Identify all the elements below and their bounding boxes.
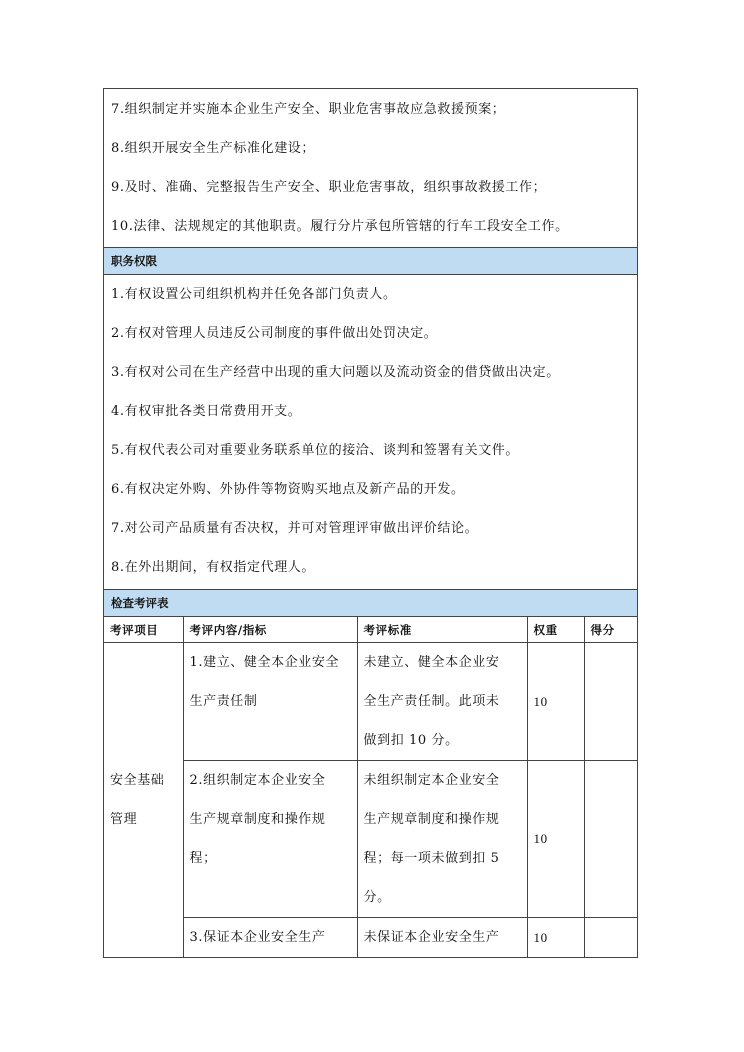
- duty-item: 9.及时、准确、完整报告生产安全、职业危害事故，组织事故救援工作；: [111, 180, 547, 195]
- assessment-table: [104, 617, 637, 958]
- header-item: 考评项目: [104, 617, 183, 643]
- content-line: 生产规章制度和操作规: [189, 812, 326, 827]
- assessment-heading: 检查考评表: [104, 589, 637, 617]
- weight-cell: 10: [527, 761, 584, 918]
- standard-line: 生产规章制度和操作规: [363, 812, 500, 827]
- authority-item: 8.在外出期间，有权指定代理人。: [111, 560, 316, 575]
- duty-item: 8.组织开展安全生产标准化建设；: [111, 141, 316, 156]
- score-cell[interactable]: [584, 918, 637, 958]
- category-cell: [104, 643, 183, 958]
- weight-cell: 10: [527, 918, 584, 958]
- standard-cell: [357, 643, 527, 761]
- content-line: 程；: [189, 851, 217, 866]
- duty-sheet: [103, 88, 638, 958]
- authority-item: 5.有权代表公司对重要业务联系单位的接洽、谈判和签署有关文件。: [111, 443, 520, 458]
- category-line: 管理: [110, 812, 138, 827]
- content-line: 1.建立、健全本企业安全: [189, 655, 340, 670]
- authority-item: 4.有权审批各类日常费用开支。: [111, 404, 302, 419]
- standard-cell: [357, 918, 527, 958]
- duty-item: 10.法律、法规规定的其他职责。履行分片承包所管辖的行车工段安全工作。: [111, 219, 569, 234]
- content-cell: [183, 643, 357, 761]
- table-row: [104, 918, 637, 958]
- header-standard: 考评标准: [357, 617, 527, 643]
- table-header-row: [104, 617, 637, 643]
- standard-line: 未组织制定本企业安全: [363, 773, 500, 788]
- weight-cell: 10: [527, 643, 584, 761]
- standard-line: 程；每一项未做到扣 5: [363, 851, 500, 866]
- standard-line: 未建立、健全本企业安: [363, 655, 500, 670]
- authority-item: 1.有权设置公司组织机构并任免各部门负责人。: [111, 287, 397, 302]
- standard-cell: [357, 761, 527, 918]
- category-line: 安全基础: [110, 773, 165, 788]
- duty-item: 7.组织制定并实施本企业生产安全、职业危害事故应急救援预案；: [111, 102, 506, 117]
- standard-line: 分。: [363, 890, 391, 905]
- content-line: 2.组织制定本企业安全: [189, 773, 326, 788]
- content-cell: [183, 761, 357, 918]
- header-score: 得分: [584, 617, 637, 643]
- content-line: 生产责任制: [189, 694, 258, 709]
- standard-line: 做到扣 10 分。: [363, 733, 459, 748]
- score-cell[interactable]: [584, 761, 637, 918]
- authority-heading: 职务权限: [104, 247, 637, 275]
- content-line: 3.保证本企业安全生产: [189, 930, 326, 945]
- duties-list: [104, 89, 637, 246]
- authority-item: 2.有权对管理人员违反公司制度的事件做出处罚决定。: [111, 326, 438, 341]
- header-content: 考评内容/指标: [183, 617, 357, 643]
- table-row: [104, 643, 637, 761]
- authority-list: [104, 275, 637, 587]
- table-row: [104, 761, 637, 918]
- header-weight: 权重: [527, 617, 584, 643]
- content-cell: [183, 918, 357, 958]
- standard-line: 未保证本企业安全生产: [363, 930, 500, 945]
- authority-item: 3.有权对公司在生产经营中出现的重大问题以及流动资金的借贷做出决定。: [111, 365, 560, 380]
- authority-item: 7.对公司产品质量有否决权，并可对管理评审做出评价结论。: [111, 521, 479, 536]
- standard-line: 全生产责任制。此项未: [363, 694, 500, 709]
- score-cell[interactable]: [584, 643, 637, 761]
- authority-item: 6.有权决定外购、外协件等物资购买地点及新产品的开发。: [111, 482, 465, 497]
